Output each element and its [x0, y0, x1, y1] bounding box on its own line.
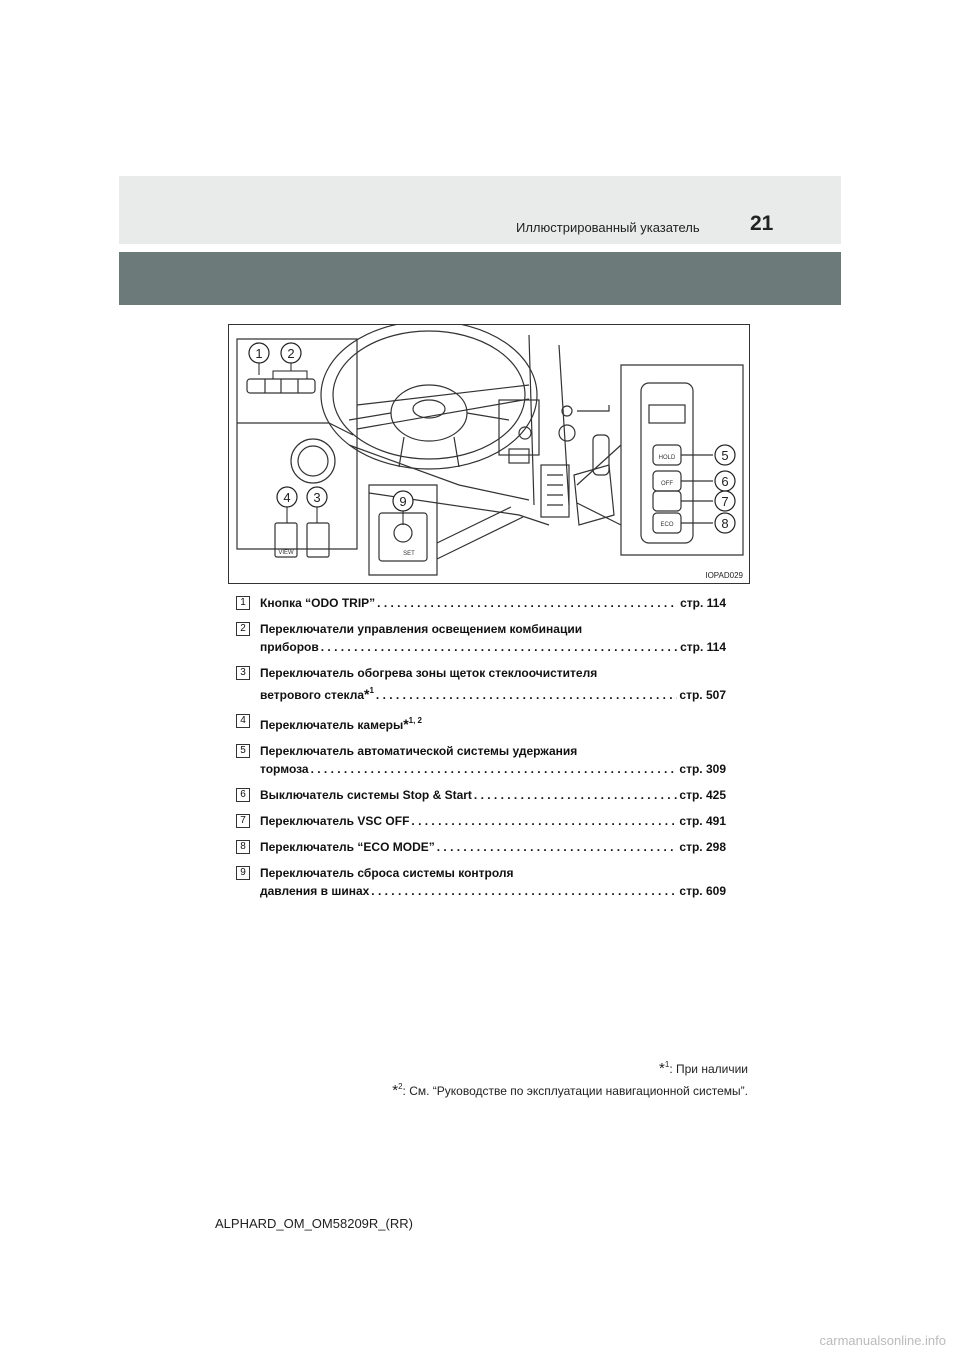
item-label-line: Переключатель автоматической системы удержания [260, 744, 578, 758]
item-label: Переключатель VSC OFF [260, 814, 410, 828]
dot-leader [311, 760, 678, 778]
page-reference: стр. 114 [680, 596, 726, 610]
legend-item [236, 620, 726, 656]
dot-leader [437, 838, 678, 856]
off-button-label: OFF [661, 481, 673, 487]
item-label-line: Переключатели управления освещением комбинации [260, 622, 583, 636]
legend-item [236, 712, 726, 734]
legend-row [260, 760, 726, 778]
illustration-code: IOPAD029 [705, 571, 743, 580]
page-reference: стр. 425 [679, 788, 726, 802]
dot-leader [376, 686, 678, 704]
item-label: давления в шинах [260, 884, 370, 898]
view-button-label: VIEW [278, 550, 294, 556]
item-label: Переключатель “ECO MODE” [260, 840, 435, 854]
dashboard-illustration [228, 324, 750, 584]
item-number-marker: 4 [236, 714, 250, 728]
callout-9: 9 [399, 494, 407, 509]
legend-item [236, 594, 726, 612]
footnote-marker: 1, 2 [408, 716, 422, 725]
legend-item [236, 664, 726, 704]
callout-5: 5 [721, 448, 729, 463]
callout-2: 2 [287, 346, 295, 361]
legend-row [260, 594, 726, 612]
section-bar [119, 252, 841, 305]
item-label: тормоза [260, 762, 309, 776]
item-number-marker: 9 [236, 866, 250, 880]
legend-row [260, 812, 726, 830]
set-button-label: SET [403, 551, 415, 557]
dot-leader [474, 786, 678, 804]
page-reference: стр. 507 [679, 688, 726, 702]
page-reference: стр. 491 [679, 814, 726, 828]
callout-1: 1 [255, 346, 263, 361]
dashboard-drawing [229, 325, 749, 583]
item-label: Кнопка “ODO TRIP” [260, 596, 376, 610]
page-reference: стр. 609 [679, 884, 726, 898]
legend-list [236, 594, 726, 900]
legend-item [236, 742, 726, 778]
legend-item [236, 838, 726, 856]
item-number-marker: 1 [236, 596, 250, 610]
watermark: carmanualsonline.info [819, 1333, 946, 1348]
eco-button-label: ECO [660, 522, 674, 528]
legend-item [236, 786, 726, 804]
dot-leader [371, 882, 677, 900]
page-number: 21 [750, 212, 774, 235]
item-label: приборов [260, 640, 319, 654]
item-label-line: Переключатель сброса системы контроля [260, 866, 514, 880]
item-number-marker: 7 [236, 814, 250, 828]
callout-4: 4 [283, 490, 291, 505]
callout-3: 3 [313, 490, 321, 505]
item-label-line: Переключатель обогрева зоны щеток стеклоочистителя [260, 666, 598, 680]
item-number-marker: 2 [236, 622, 250, 636]
page-reference: стр. 309 [679, 762, 726, 776]
header-band [119, 176, 841, 244]
legend-row [260, 638, 726, 656]
item-label: Переключатель камеры*$^{1, 2}$ [260, 716, 422, 732]
legend-row [260, 682, 726, 704]
item-number-marker: 8 [236, 840, 250, 854]
hold-button-label: HOLD [658, 455, 676, 461]
legend-row [260, 882, 726, 900]
item-number-marker: 3 [236, 666, 250, 680]
callout-6: 6 [721, 474, 729, 489]
legend-item [236, 864, 726, 900]
dot-leader [321, 638, 678, 656]
dot-leader [411, 812, 677, 830]
page-reference: стр. 114 [680, 640, 726, 654]
page-header-title: Иллюстрированный указатель [516, 220, 700, 235]
callout-8: 8 [721, 516, 729, 531]
legend-row [260, 786, 726, 804]
footnote-2: *$^2$: См. “Руководстве по эксплуатации навигационной системы”. [392, 1082, 748, 1099]
footer-document-code: ALPHARD_OM_OM58209R_(RR) [215, 1216, 413, 1231]
legend-item [236, 812, 726, 830]
legend-row [260, 838, 726, 856]
item-label: Выключатель системы Stop & Start [260, 788, 472, 802]
item-number-marker: 5 [236, 744, 250, 758]
callout-7: 7 [721, 494, 729, 509]
footnote-1: *$^1$: При наличии [659, 1060, 748, 1077]
footnote-marker: 1 [369, 686, 374, 695]
item-number-marker: 6 [236, 788, 250, 802]
dot-leader [377, 594, 678, 612]
page-reference: стр. 298 [679, 840, 726, 854]
item-label: ветрового стекла*$^1$ [260, 686, 374, 702]
